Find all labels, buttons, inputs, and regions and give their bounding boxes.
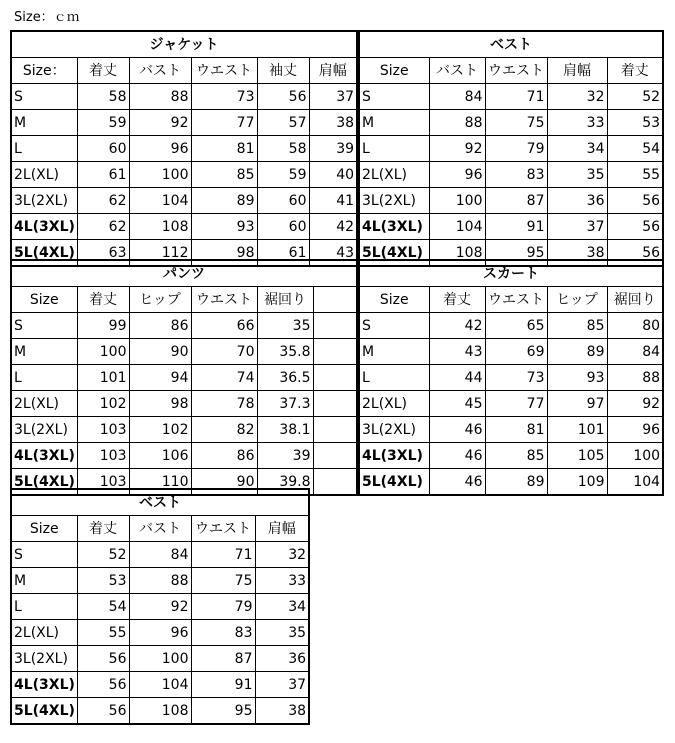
measurement-cell: 102 [77,391,129,417]
measurement-cell: 95 [191,698,255,725]
column-header: 裾回り [607,287,663,313]
measurement-cell: 100 [129,646,191,672]
table-row [11,568,309,594]
size-label: 2L(XL) [359,391,429,417]
size-label: M [11,568,77,594]
measurement-cell: 91 [191,672,255,698]
measurement-cell: 38 [255,698,309,725]
measurement-cell: 108 [129,214,191,240]
measurement-cell: 53 [77,568,129,594]
table-row [11,365,357,391]
measurement-cell: 110 [129,469,191,496]
table-title: スカート [359,260,663,287]
measurement-cell: 92 [607,391,663,417]
table-row [359,162,663,188]
measurement-cell: 102 [129,417,191,443]
measurement-cell: 87 [485,188,547,214]
column-header: Size： [11,58,77,84]
table-row [11,339,357,365]
measurement-cell: 106 [129,443,191,469]
column-header: Size [11,287,77,313]
size-label: 3L(2XL) [11,417,77,443]
measurement-cell: 60 [257,214,309,240]
size-label: 5L(4XL) [11,240,77,267]
measurement-cell: 103 [77,417,129,443]
measurement-cell: 60 [257,188,309,214]
measurement-cell: 87 [191,646,255,672]
measurement-cell: 103 [77,469,129,496]
size-label: L [11,365,77,391]
skirt-size-table [358,259,664,496]
measurement-cell: 37 [255,672,309,698]
measurement-cell: 56 [607,188,663,214]
jacket-size-table [10,30,358,267]
vest-size-table-1 [358,30,664,267]
table-row [359,214,663,240]
measurement-cell: 36 [255,646,309,672]
size-label: L [359,136,429,162]
table-row [11,136,357,162]
measurement-cell: 92 [429,136,485,162]
column-header: バスト [129,516,191,542]
measurement-cell: 79 [191,594,255,620]
measurement-cell: 103 [77,443,129,469]
measurement-cell: 37.3 [257,391,313,417]
size-label: 4L(3XL) [11,672,77,698]
measurement-cell: 104 [129,672,191,698]
table-title: ジャケット [11,31,357,58]
measurement-cell: 45 [429,391,485,417]
column-header: ウエスト [191,516,255,542]
measurement-cell: 96 [607,417,663,443]
size-label: L [11,136,77,162]
size-label: 2L(XL) [11,162,77,188]
measurement-cell: 71 [191,542,255,568]
measurement-cell: 99 [77,313,129,339]
measurement-cell: 71 [485,84,547,110]
measurement-cell: 59 [77,110,129,136]
size-label: S [359,313,429,339]
measurement-cell: 62 [77,188,129,214]
measurement-cell: 55 [77,620,129,646]
measurement-cell: 56 [257,84,309,110]
measurement-cell: 57 [257,110,309,136]
measurement-cell: 32 [547,84,607,110]
size-label: S [359,84,429,110]
size-label: 2L(XL) [11,620,77,646]
measurement-cell: 60 [77,136,129,162]
size-label: 3L(2XL) [11,188,77,214]
size-label: 5L(4XL) [11,698,77,725]
measurement-cell: 59 [257,162,309,188]
measurement-cell: 35 [257,313,313,339]
measurement-cell: 90 [129,339,191,365]
table-row [11,313,357,339]
measurement-cell: 104 [607,469,663,496]
column-header [313,287,357,313]
measurement-cell: 89 [547,339,607,365]
measurement-cell: 46 [429,469,485,496]
measurement-cell: 98 [191,240,257,267]
table-row [11,594,309,620]
measurement-cell: 39 [257,443,313,469]
table-row [359,391,663,417]
measurement-cell: 85 [485,443,547,469]
column-header: 肩幅 [547,58,607,84]
size-label: 3L(2XL) [359,417,429,443]
measurement-cell: 101 [77,365,129,391]
measurement-cell: 75 [191,568,255,594]
measurement-cell: 91 [485,214,547,240]
measurement-cell: 73 [191,84,257,110]
measurement-cell: 96 [129,620,191,646]
measurement-cell: 34 [547,136,607,162]
measurement-cell: 38 [309,110,357,136]
size-label: 3L(2XL) [11,646,77,672]
measurement-cell: 79 [485,136,547,162]
measurement-cell: 56 [607,240,663,267]
measurement-cell [313,313,357,339]
measurement-cell: 89 [485,469,547,496]
size-label: 5L(4XL) [11,469,77,496]
table-row [11,417,357,443]
measurement-cell: 43 [429,339,485,365]
measurement-cell: 53 [607,110,663,136]
size-label: M [11,110,77,136]
size-label: S [11,84,77,110]
measurement-cell: 36 [547,188,607,214]
table-row [359,417,663,443]
measurement-cell: 95 [485,240,547,267]
measurement-cell: 85 [191,162,257,188]
measurement-cell: 108 [129,698,191,725]
measurement-cell: 112 [129,240,191,267]
table-row [11,110,357,136]
table-row [359,313,663,339]
pants-size-table [10,259,358,496]
size-label: M [359,339,429,365]
measurement-cell: 65 [485,313,547,339]
measurement-cell: 92 [129,110,191,136]
column-header: 着丈 [607,58,663,84]
measurement-cell: 70 [191,339,257,365]
size-label: S [11,542,77,568]
measurement-cell: 100 [77,339,129,365]
measurement-cell: 86 [191,443,257,469]
table-row [11,84,357,110]
measurement-cell: 85 [547,313,607,339]
measurement-cell: 81 [191,136,257,162]
measurement-cell: 109 [547,469,607,496]
measurement-cell: 46 [429,443,485,469]
measurement-cell: 35 [255,620,309,646]
table-title: ベスト [11,489,309,516]
size-label: 4L(3XL) [11,443,77,469]
table-row [359,84,663,110]
measurement-cell: 43 [309,240,357,267]
measurement-cell: 81 [485,417,547,443]
measurement-cell: 78 [191,391,257,417]
measurement-cell: 42 [429,313,485,339]
size-label: L [359,365,429,391]
measurement-cell: 84 [429,84,485,110]
measurement-cell: 55 [607,162,663,188]
measurement-cell: 35.8 [257,339,313,365]
measurement-cell: 84 [607,339,663,365]
measurement-cell: 54 [607,136,663,162]
table-row [11,188,357,214]
measurement-cell: 58 [257,136,309,162]
measurement-cell: 44 [429,365,485,391]
measurement-cell: 77 [191,110,257,136]
table-row [11,391,357,417]
measurement-cell: 105 [547,443,607,469]
size-label: 5L(4XL) [359,469,429,496]
measurement-cell: 89 [191,188,257,214]
measurement-cell [313,443,357,469]
table-row [359,339,663,365]
measurement-cell: 77 [485,391,547,417]
measurement-cell: 56 [77,698,129,725]
measurement-cell [313,417,357,443]
measurement-cell: 38.1 [257,417,313,443]
measurement-cell: 61 [257,240,309,267]
size-label: M [359,110,429,136]
measurement-cell: 37 [309,84,357,110]
size-label: 2L(XL) [11,391,77,417]
measurement-cell: 33 [255,568,309,594]
measurement-cell: 41 [309,188,357,214]
measurement-cell [313,469,357,496]
measurement-cell [313,339,357,365]
measurement-cell: 82 [191,417,257,443]
column-header: 着丈 [77,287,129,313]
measurement-cell: 88 [429,110,485,136]
measurement-cell [313,391,357,417]
measurement-cell: 56 [77,646,129,672]
column-header: 袖丈 [257,58,309,84]
column-header: バスト [429,58,485,84]
measurement-cell: 96 [129,136,191,162]
measurement-cell: 35 [547,162,607,188]
size-label: 3L(2XL) [359,188,429,214]
table-title: ベスト [359,31,663,58]
measurement-cell: 74 [191,365,257,391]
measurement-cell: 42 [309,214,357,240]
measurement-cell: 58 [77,84,129,110]
measurement-cell: 100 [429,188,485,214]
measurement-cell: 61 [77,162,129,188]
measurement-cell: 93 [547,365,607,391]
column-header: 着丈 [429,287,485,313]
measurement-cell: 33 [547,110,607,136]
table-row [11,672,309,698]
measurement-cell: 96 [429,162,485,188]
measurement-cell: 88 [129,568,191,594]
table-row [11,646,309,672]
measurement-cell: 37 [547,214,607,240]
measurement-cell: 108 [429,240,485,267]
measurement-cell: 84 [129,542,191,568]
column-header: Size [11,516,77,542]
column-header: 裾回り [257,287,313,313]
vest-size-table-2 [10,488,310,725]
measurement-cell: 88 [607,365,663,391]
table-row [359,110,663,136]
measurement-cell: 100 [129,162,191,188]
column-header: 着丈 [77,58,129,84]
measurement-cell: 86 [129,313,191,339]
table-row [11,620,309,646]
measurement-cell: 52 [607,84,663,110]
measurement-cell: 46 [429,417,485,443]
column-header: ウエスト [191,287,257,313]
measurement-cell: 73 [485,365,547,391]
column-header: ヒップ [129,287,191,313]
measurement-cell: 56 [607,214,663,240]
measurement-cell: 52 [77,542,129,568]
measurement-cell: 56 [77,672,129,698]
column-header: ヒップ [547,287,607,313]
size-label: 5L(4XL) [359,240,429,267]
size-label: 2L(XL) [359,162,429,188]
measurement-cell: 66 [191,313,257,339]
measurement-cell: 104 [429,214,485,240]
measurement-cell: 100 [607,443,663,469]
column-header: ウエスト [485,287,547,313]
measurement-cell: 54 [77,594,129,620]
table-title: パンツ [11,260,357,287]
measurement-cell: 36.5 [257,365,313,391]
measurement-cell: 97 [547,391,607,417]
column-header: Size [359,58,429,84]
table-row [11,542,309,568]
table-row [11,162,357,188]
measurement-cell: 92 [129,594,191,620]
column-header: 肩幅 [309,58,357,84]
size-label: L [11,594,77,620]
measurement-cell: 69 [485,339,547,365]
table-row [11,214,357,240]
measurement-cell: 80 [607,313,663,339]
table-row [359,443,663,469]
size-label: M [11,339,77,365]
measurement-cell: 63 [77,240,129,267]
unit-label: Size：ｃｍ [14,10,80,25]
measurement-cell: 98 [129,391,191,417]
size-label: 4L(3XL) [359,443,429,469]
measurement-cell: 83 [485,162,547,188]
measurement-cell: 34 [255,594,309,620]
size-label: S [11,313,77,339]
column-header: 着丈 [77,516,129,542]
measurement-cell: 40 [309,162,357,188]
column-header: 肩幅 [255,516,309,542]
table-row [11,443,357,469]
column-header: ウエスト [191,58,257,84]
measurement-cell: 104 [129,188,191,214]
measurement-cell: 62 [77,214,129,240]
table-row [359,188,663,214]
measurement-cell [313,365,357,391]
table-row [359,469,663,496]
column-header: バスト [129,58,191,84]
measurement-cell: 93 [191,214,257,240]
measurement-cell: 94 [129,365,191,391]
table-row [359,136,663,162]
measurement-cell: 39.8 [257,469,313,496]
measurement-cell: 90 [191,469,257,496]
table-row [359,365,663,391]
measurement-cell: 39 [309,136,357,162]
measurement-cell: 83 [191,620,255,646]
column-header: ウエスト [485,58,547,84]
column-header: Size [359,287,429,313]
measurement-cell: 38 [547,240,607,267]
size-label: 4L(3XL) [359,214,429,240]
measurement-cell: 88 [129,84,191,110]
table-row [11,698,309,725]
measurement-cell: 101 [547,417,607,443]
measurement-cell: 75 [485,110,547,136]
size-label: 4L(3XL) [11,214,77,240]
measurement-cell: 32 [255,542,309,568]
